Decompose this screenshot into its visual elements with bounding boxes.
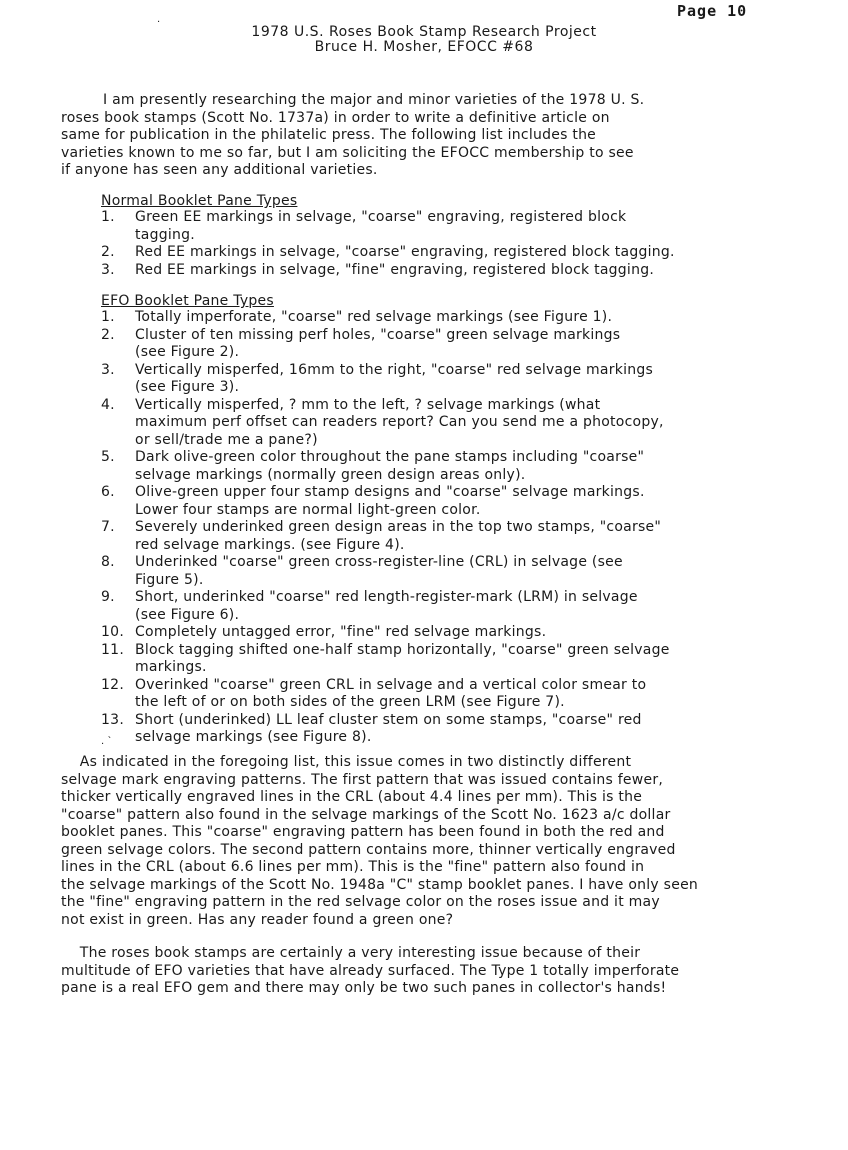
item-text: Totally imperforate, "coarse" red selvage markings (see Figure 1). — [135, 309, 613, 325]
item-text: Overinked "coarse" green CRL in selvage and a vertical color smear to the left of or on both sides of the green LRM (see Figure 7). — [135, 676, 647, 710]
item-text: Completely untagged error, "fine" red selvage markings. — [135, 624, 547, 640]
text-line: selvage mark engraving patterns. The first pattern that was issued contains fewer, — [61, 771, 664, 788]
item-number: 2. — [101, 244, 115, 260]
item-number: 7. — [101, 519, 115, 535]
item-text: Red EE markings in selvage, "coarse" engraving, registered block tagging. — [135, 244, 675, 260]
efo-pane-types-list — [101, 309, 781, 747]
list-item — [101, 624, 781, 642]
item-text: Block tagging shifted one-half stamp horizontally, "coarse" green selvage markings. — [135, 641, 670, 675]
text-line: if anyone has seen any additional varieties. — [61, 162, 378, 178]
list-item — [101, 712, 781, 747]
item-number: 13. — [101, 711, 125, 728]
list-item — [101, 677, 781, 712]
item-number: 5. — [101, 449, 115, 465]
closing-paragraph — [61, 945, 791, 998]
list-item — [101, 262, 781, 280]
item-text: Red EE markings in selvage, "fine" engraving, registered block tagging. — [135, 261, 655, 278]
text-line: As indicated in the foregoing list, this issue comes in two distinctly different — [61, 754, 632, 770]
list-item — [101, 484, 781, 519]
item-text: Cluster of ten missing perf holes, "coarse" green selvage markings (see Figure 2). — [135, 326, 621, 360]
item-text: Underinked "coarse" green cross-register-line (CRL) in selvage (see Figure 5). — [135, 554, 623, 588]
item-number: 4. — [101, 396, 115, 413]
list-item — [101, 554, 781, 589]
list-item — [101, 449, 781, 484]
text-line: green selvage colors. The second pattern contains more, thinner vertically engraved — [61, 841, 676, 858]
item-text: Vertically misperfed, ? mm to the left, ? selvage markings (what maximum perf offset can readers report? Can you send me a photocopy, or sell/trade me a pane?) — [135, 396, 664, 448]
text-line: multitude of EFO varieties that have already surfaced. The Type 1 totally imperforate — [61, 962, 680, 979]
stray-dots: . ` — [101, 736, 113, 747]
text-line: lines in the CRL (about 6.6 lines per mm). This is the "fine" pattern also found in — [61, 859, 645, 875]
list-item — [101, 397, 781, 450]
list-item — [101, 244, 781, 262]
efo-pane-types-section — [101, 293, 781, 747]
intro-paragraph — [61, 92, 781, 180]
text-line: "coarse" pattern also found in the selvage markings of the Scott No. 1623 a/c dollar — [61, 806, 671, 823]
list-item — [101, 309, 781, 327]
item-number: 8. — [101, 554, 115, 570]
item-number: 12. — [101, 676, 125, 693]
item-number: 2. — [101, 326, 115, 343]
item-text: Short, underinked "coarse" red length-register-mark (LRM) in selvage (see Figure 6). — [135, 589, 638, 623]
text-line: thicker vertically engraved lines in the CRL (about 4.4 lines per mm). This is the — [61, 789, 643, 805]
normal-pane-types-list — [101, 209, 781, 279]
text-line: The roses book stamps are certainly a very interesting issue because of their — [61, 945, 641, 961]
item-number: 1. — [101, 209, 115, 225]
body-paragraph — [61, 754, 791, 929]
document-author: Bruce H. Mosher, EFOCC #68 — [314, 39, 534, 55]
list-item — [101, 209, 781, 244]
text-line: pane is a real EFO gem and there may only be two such panes in collector's hands! — [61, 980, 667, 996]
list-item — [101, 642, 781, 677]
text-line: roses book stamps (Scott No. 1737a) in order to write a definitive article on — [61, 109, 610, 126]
list-item — [101, 519, 781, 554]
item-number: 3. — [101, 261, 115, 278]
item-number: 9. — [101, 589, 115, 605]
text-line: not exist in green. Has any reader found a green one? — [61, 911, 454, 928]
item-text: Severely underinked green design areas in the top two stamps, "coarse" red selvage markings. (see Figure 4). — [135, 519, 662, 553]
item-text: Dark olive-green color throughout the pane stamps including "coarse" selvage markings (normally green design areas only). — [135, 449, 645, 483]
item-number: 3. — [101, 361, 115, 378]
text-line: same for publication in the philatelic press. The following list includes the — [61, 127, 597, 143]
text-line: booklet panes. This "coarse" engraving pattern has been found in both the red and — [61, 824, 665, 840]
text-line: the selvage markings of the Scott No. 1948a "C" stamp booklet panes. I have only seen — [61, 876, 699, 893]
normal-pane-types-section — [101, 193, 781, 279]
document-header — [0, 25, 848, 55]
item-number: 6. — [101, 484, 115, 500]
section-heading: EFO Booklet Pane Types — [101, 293, 274, 309]
section-heading: Normal Booklet Pane Types — [101, 193, 298, 209]
list-item — [101, 327, 781, 362]
text-line: the "fine" engraving pattern in the red selvage color on the roses issue and it may — [61, 894, 660, 910]
text-line: varieties known to me so far, but I am soliciting the EFOCC membership to see — [61, 144, 634, 161]
item-number: 11. — [101, 641, 125, 658]
list-item — [101, 362, 781, 397]
document-title: 1978 U.S. Roses Book Stamp Research Project — [251, 24, 597, 40]
item-number: 10. — [101, 624, 125, 640]
list-item — [101, 589, 781, 624]
text-line: I am presently researching the major and minor varieties of the 1978 U. S. — [103, 92, 645, 108]
item-number: 1. — [101, 309, 115, 325]
item-text: Olive-green upper four stamp designs and "coarse" selvage markings. Lower four stamps are normal light-green color. — [135, 484, 645, 518]
page-number: Page 10 — [677, 2, 748, 20]
item-text: Short (underinked) LL leaf cluster stem on some stamps, "coarse" red selvage markings (see Figure 8). — [135, 711, 642, 745]
item-text: Green EE markings in selvage, "coarse" engraving, registered block tagging. — [135, 209, 627, 243]
stray-mark: . — [157, 14, 161, 25]
item-text: Vertically misperfed, 16mm to the right, "coarse" red selvage markings (see Figure 3). — [135, 361, 654, 395]
